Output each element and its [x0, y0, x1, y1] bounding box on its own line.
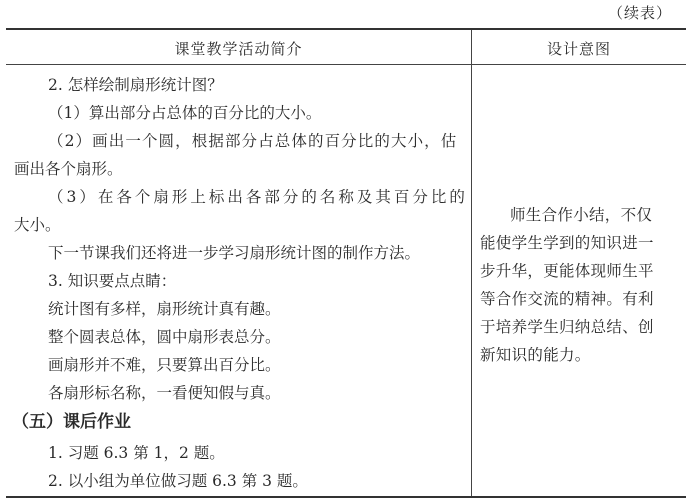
continued-label: （续表） [608, 4, 673, 22]
activity-line: 下一节课我们还将进一步学习扇形统计图的制作方法。 [48, 244, 421, 262]
lesson-table [6, 28, 686, 498]
activity-line: 3. 知识要点点睛： [48, 272, 177, 290]
activity-line: 各扇形标名称，一看便知假与真。 [48, 384, 281, 402]
activity-line: 整个圆表总体，圆中扇形表总分。 [48, 328, 281, 346]
column-divider [471, 30, 472, 496]
design-intent-line: 能使学生学到的知识进一 [480, 234, 654, 252]
activity-line: （3）在各个扇形上标出各部分的名称及其百分比的 [48, 188, 468, 206]
header-activity: 课堂教学活动简介 [174, 40, 303, 58]
design-intent-line: 新知识的能力。 [480, 346, 591, 364]
homework-item: 2. 以小组为单位做习题 6.3 第 3 题。 [48, 472, 308, 490]
activity-line: 画扇形并不难，只要算出百分比。 [48, 356, 281, 374]
activity-line: 2. 怎样绘制扇形统计图？ [48, 76, 223, 94]
activity-line: （1）算出部分占总体的百分比的大小。 [48, 104, 322, 122]
design-intent-line: 步升华，更能体现师生平 [480, 262, 654, 280]
header-design-intent: 设计意图 [546, 40, 611, 58]
section-title: （五）课后作业 [12, 412, 131, 432]
design-intent-line: 于培养学生归纳总结、创 [480, 318, 654, 336]
activity-line: 大小。 [14, 216, 61, 234]
design-intent-line: 等合作交流的精神。有利 [480, 290, 654, 308]
design-intent-line: 师生合作小结，不仅 [510, 206, 653, 224]
activity-line: 统计图有多样，扇形统计真有趣。 [48, 300, 281, 318]
activity-line: 画出各个扇形。 [14, 160, 123, 178]
homework-item: 1. 习题 6.3 第 1，2 题。 [48, 444, 225, 462]
activity-line: （2）画出一个圆，根据部分占总体的百分比的大小，估 [48, 132, 458, 150]
table-header [6, 30, 686, 65]
